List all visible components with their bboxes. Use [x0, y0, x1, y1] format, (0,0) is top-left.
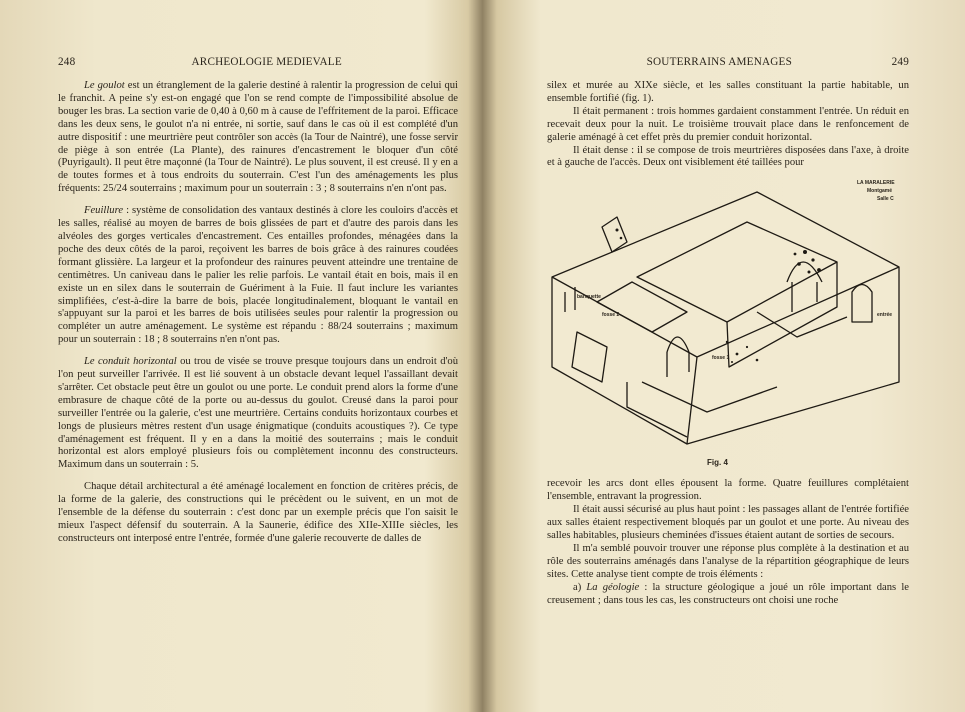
left-page-number: 248 — [58, 56, 76, 68]
figure-label-banquette: banquette — [577, 294, 601, 301]
paragraph-silex: silex et murée au XIXe siècle, et les salles constituant la partie habitable, un ensemble fortifié (fig. 1). — [547, 80, 909, 104]
figure-label-entree: entrée — [877, 312, 893, 319]
paragraph-goulot: Le goulot est un étranglement de la galerie destiné à ralentir la progression de celui qui le franchit. A peine s'y est-on engagé que l'on se rend compte de l'impossibilité absolue de bouger les bras. La section varie de 0,40 à 0,60 m à cause de l'effritement de la paroi. Efficace dans les deux sens, le goulot n'a ni entrée, ni sortie, sauf dans le cas où il est complété d'un autre dispositif : une meurtrière peut contrôler son accès (la Tour de Naintré), une fosse servir de piège à son entrée (La Plante), des rainures d'encastrement le bloquer d'un côté (Puyrigault). Il peut être maçonné (la Tour de Naintré). Le plus souvent, il est creusé. Il y en a de toutes formes et à tous endroits du souterrain. C'est l'un des aménagements les plus fréquents: 25/24 souterrains ; maximum pour un souterrain : 3 ; 8 souterrains n'en n'ont pas. — [58, 80, 458, 195]
axonometric-drawing — [547, 182, 909, 457]
paragraph-feuillure: Feuillure : système de consolidation des vantaux destinés à clore les couloirs d'accès et les salles, réalisé au moyen de barres de bois glissées de part et d'autre des parois dans les alvéoles des gorges verticales d'encastrement. Ces entailles profondes, ménagées dans la poche des deux côtés de la paroi, reçoivent les barres de bois grâce à des rainures coudées formant glissière. La largeur et la profondeur des rainures peuvent atteindre une trentaine de centimètres. Un caniveau dans le palier les relie parfois. Le vantail était en bois, mais il en existe un en silex dans le souterrain de Guériment à la Fuie. Il faut inclure les variantes simplifiées, c'est-à-dire la barre de bois, placée longitudinalement, bloquant le vantail en s'appuyant sur la paroi et les barres de bois utilisées seules pour ralentir la progression ou compléter un autre aménagement. Le système est répandu : 88/24 souterrains ; maximum pour un souterrain : 18 ; 8 souterrains n'en n'ont pas. — [58, 205, 458, 346]
left-running-head — [58, 56, 458, 68]
right-page-number: 249 — [891, 56, 909, 68]
figure-label-room: Salle C — [877, 196, 894, 203]
paragraph-detail: Chaque détail architectural a été aménagé localement en fonction de critères précis, de la forme de la galerie, des constructions qui le précèdent ou le suivent, en un mot de l'ensemble de la défense du souterrain : c'est donc par un exemple précis que l'on saisit le mieux l'aspect défensif du souterrain. A la Saunerie, édifice des XIIe-XIIIe siècles, les constructeurs ont interposé entre l'entrée, formée d'une galerie recouverte de dalles de — [58, 481, 458, 544]
figure-label-commune: Montgamé — [867, 188, 892, 195]
paragraph-geologie: a) La géologie : la structure géologique a joué un rôle important dans le creusement ; dans tous les cas, les constructeurs ont choisi une roche — [547, 581, 909, 606]
left-page — [0, 0, 482, 712]
paragraph-conduit: Le conduit horizontal ou trou de visée se trouve presque toujours dans un endroit d'où l'on peut surveiller l'arrivée. Il est lié souvent à un obstacle devant lequel l'assaillant devait s'arrêter. Cet obstacle peut être un goulot ou une porte. Le conduit prend alors la forme d'une embrasure de chaque côté de la porte ou au-dessus du goulot. Creusé dans la paroi pour surveiller l'entrée ou la galerie, c'est une meurtrière. Certains conduits horizontaux courbes et longs de plusieurs mètres restent d'un usage énigmatique (conduits acoustiques ?). Ce type d'aménagement est fréquent. Il y en a dans la moitié des souterrains ; mais le conduit horizontal est alors employé plusieurs fois ou complètement inconnu des constructeurs. Maximum dans un souterrain : 5. — [58, 356, 458, 471]
right-running-head — [547, 56, 909, 68]
figure-label-fosse1: fosse 1 — [712, 355, 730, 362]
figure-4 — [547, 182, 909, 472]
figure-label-site: LA MARALERIE — [857, 180, 895, 187]
paragraph-arcs: recevoir les arcs dont elles épousent la forme. Quatre feuillures complétaient l'ensemble, entravant la progression. — [547, 478, 909, 503]
right-running-title: SOUTERRAINS AMENAGES — [646, 56, 793, 68]
paragraph-securise: Il était aussi sécurisé au plus haut point : les passages allant de l'entrée fortifiée aux salles étaient respectivement bloqués par un goulot et une porte. Au niveau des salles habitables, plusieurs cheminées d'issues étaient autant de sorties de secours. — [547, 504, 909, 541]
paragraph-reponse: Il m'a semblé pouvoir trouver une réponse plus complète à la destination et au rôle des souterrains aménagés dans l'analyse de la répartition géographique de leurs sites. Cette analyse tient compte de trois éléments : — [547, 542, 909, 580]
figure-caption: Fig. 4 — [707, 458, 728, 468]
paragraph-permanent: Il était permanent : trois hommes gardaient constamment l'entrée. Un réduit en recevait deux pour la nuit. Le troisième trouvait place dans le renfoncement de galerie aménagé à cet effet près du premier conduit horizontal. — [547, 105, 909, 143]
paragraph-dense: Il était dense : il se compose de trois meurtrières disposées dans l'axe, à droite et à gauche de l'accès. Deux ont visiblement été taillées pour — [547, 144, 909, 169]
right-page — [483, 0, 965, 712]
left-running-title: ARCHEOLOGIE MEDIEVALE — [191, 56, 342, 68]
figure-label-fosse2: fosse 2 — [602, 312, 620, 319]
